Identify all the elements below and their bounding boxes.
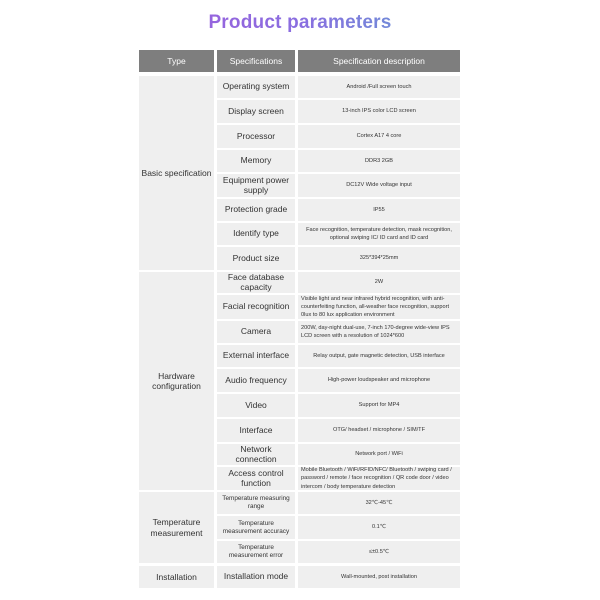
spec-name-cell: Video <box>217 394 295 417</box>
spec-description-cell: DC12V Wide voltage input <box>298 174 460 197</box>
spec-description-cell: 0.1℃ <box>298 516 460 539</box>
category-cell: Hardware configuration <box>139 272 214 490</box>
spec-description-cell: Android /Full screen touch <box>298 76 460 98</box>
spec-name-cell: Identify type <box>217 223 295 245</box>
page-title: Product parameters <box>0 12 600 34</box>
spec-description-cell: 32℃-45℃ <box>298 492 460 514</box>
spec-name-cell: Temperature measurement accuracy <box>217 516 295 539</box>
spec-description-cell: Support for MP4 <box>298 394 460 417</box>
spec-name-cell: Facial recognition <box>217 295 295 319</box>
header-description: Specification description <box>298 50 460 72</box>
spec-description-cell: Mobile Bluetooth / WiFi/RFID/NFC/ Bluetooth / swiping card / password / remote / face recognition / QR code door / video intercom / body temperature detection <box>298 467 460 490</box>
spec-name-cell: Camera <box>217 321 295 343</box>
spec-name-cell: Processor <box>217 125 295 148</box>
spec-description-cell: IP55 <box>298 199 460 221</box>
spec-description-cell: DDR3 2GB <box>298 150 460 172</box>
spec-name-cell: Interface <box>217 419 295 442</box>
spec-name-cell: External interface <box>217 345 295 367</box>
spec-name-cell: Installation mode <box>217 566 295 588</box>
spec-description-cell: Network port / WiFi <box>298 444 460 465</box>
spec-name-cell: Operating system <box>217 76 295 98</box>
spec-description-cell: 13-inch IPS color LCD screen <box>298 100 460 123</box>
header-specifications: Specifications <box>217 50 295 72</box>
spec-name-cell: Face database capacity <box>217 272 295 293</box>
spec-name-cell: Temperature measurement error <box>217 541 295 563</box>
spec-name-cell: Protection grade <box>217 199 295 221</box>
spec-name-cell: Memory <box>217 150 295 172</box>
category-cell: Installation <box>139 566 214 588</box>
spec-description-cell: 2W <box>298 272 460 293</box>
spec-name-cell: Access control function <box>217 467 295 490</box>
spec-description-cell: 325*394*25mm <box>298 247 460 270</box>
spec-name-cell: Display screen <box>217 100 295 123</box>
header-type: Type <box>139 50 214 72</box>
spec-description-cell: Relay output, gate magnetic detection, USB interface <box>298 345 460 367</box>
spec-description-cell: OTG/ headset / microphone / SIM/TF <box>298 419 460 442</box>
spec-name-cell: Product size <box>217 247 295 270</box>
spec-name-cell: Audio frequency <box>217 369 295 392</box>
spec-description-cell: Wall-mounted, post installation <box>298 566 460 588</box>
spec-description-cell: 200W, day-night dual-use, 7-inch 170-degree wide-view IPS LCD screen with a resolution of 1024*600 <box>298 321 460 343</box>
spec-description-cell: ≤±0.5℃ <box>298 541 460 563</box>
category-cell: Temperature measurement <box>139 492 214 563</box>
spec-description-cell: Cortex A17 4 core <box>298 125 460 148</box>
spec-name-cell: Temperature measuring range <box>217 492 295 514</box>
spec-name-cell: Equipment power supply <box>217 174 295 197</box>
table-header <box>139 50 460 72</box>
spec-name-cell: Network connection <box>217 444 295 465</box>
category-cell: Basic specification <box>139 76 214 270</box>
spec-description-cell: Visible light and near infrared hybrid recognition, with anti-counterfeiting function, all-weather face recognition, support 0lux to 80 lux application environment <box>298 295 460 319</box>
spec-description-cell: High-power loudspeaker and microphone <box>298 369 460 392</box>
spec-description-cell: Face recognition, temperature detection, mask recognition, optional swiping IC/ ID card and ID card <box>298 223 460 245</box>
